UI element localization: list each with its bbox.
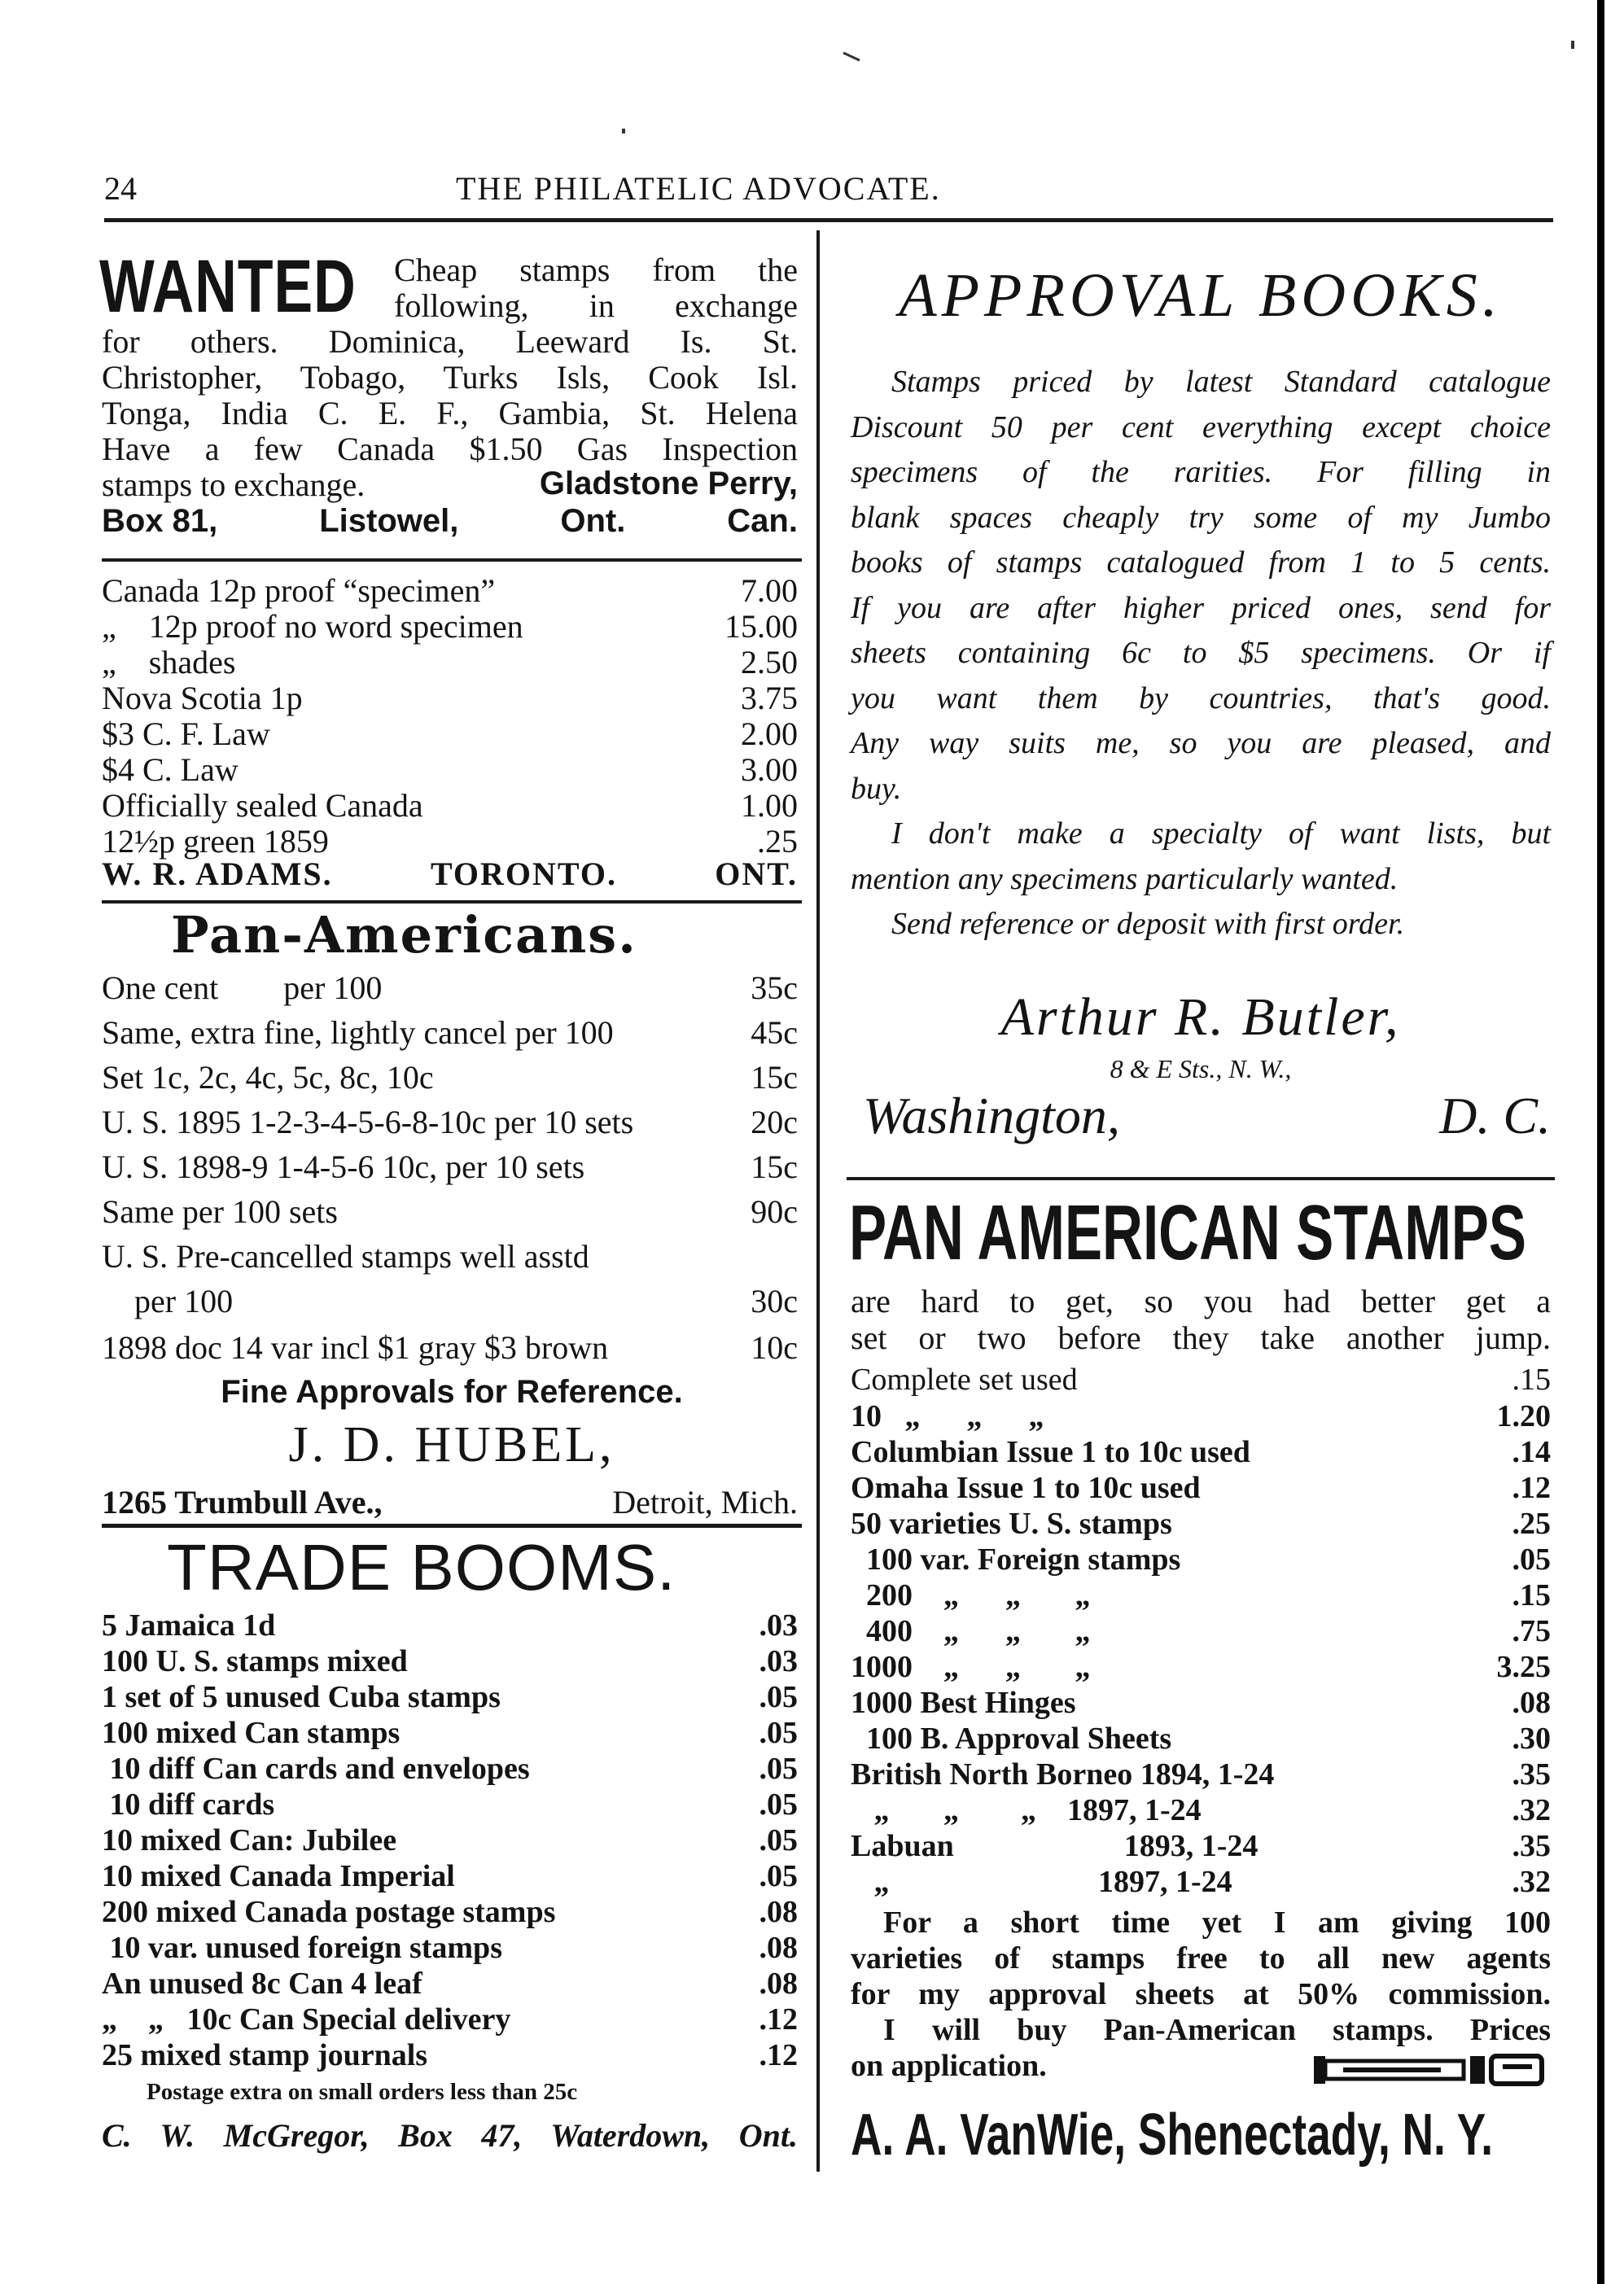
wanted-address bbox=[102, 503, 798, 540]
item-price: .05 bbox=[759, 1680, 798, 1714]
approval-line: If you are after higher priced ones, send for bbox=[851, 590, 1551, 625]
item-label: U. S. 1895 1-2-3-4-5-6-8-10c per 10 sets bbox=[102, 1104, 634, 1140]
item-label: „ shades bbox=[102, 644, 236, 680]
vanwie-item bbox=[851, 1721, 1551, 1757]
item-price: 90c bbox=[751, 1193, 798, 1230]
adams-name: W. R. ADAMS. bbox=[102, 855, 333, 892]
wanted-heading: WANTED bbox=[99, 245, 357, 328]
divider-wanted bbox=[102, 558, 802, 562]
hubel-item bbox=[102, 1282, 798, 1320]
item-price: 3.25 bbox=[1496, 1650, 1551, 1684]
wanted-body-1: for others. Dominica, Leeward Is. St. bbox=[102, 323, 798, 360]
trade-item bbox=[102, 1608, 798, 1643]
vanwie-item bbox=[851, 1542, 1551, 1577]
vanwie-advertiser: A. A. VanWie, Shenectady, N. Y. bbox=[851, 2102, 1494, 2168]
item-label: „ 12p proof no word specimen bbox=[102, 608, 523, 645]
divider-approval bbox=[847, 1177, 1555, 1180]
item-label: 200 mixed Canada postage stamps bbox=[102, 1895, 556, 1929]
item-label: „ „ „ 1897, 1-24 bbox=[851, 1793, 1202, 1827]
offer-line: on application. bbox=[851, 2049, 1047, 2083]
vanwie-item bbox=[851, 1613, 1551, 1649]
trade-item bbox=[102, 1858, 798, 1894]
item-price: 1.00 bbox=[741, 787, 798, 824]
vanwie-item bbox=[851, 1362, 1551, 1398]
vanwie-item bbox=[851, 1864, 1551, 1900]
header-rule bbox=[104, 218, 1553, 222]
item-label: $3 C. F. Law bbox=[102, 715, 270, 752]
item-label: 10 var. unused foreign stamps bbox=[102, 1931, 502, 1965]
item-price: .08 bbox=[759, 1931, 798, 1965]
item-label: Canada 12p proof “specimen” bbox=[102, 572, 496, 609]
approval-line: Any way suits me, so you are pleased, and bbox=[851, 726, 1551, 760]
item-price: 30c bbox=[751, 1283, 798, 1319]
item-label: 1898 doc 14 var incl $1 gray $3 brown bbox=[102, 1329, 609, 1366]
offer-line: varieties of stamps free to all new agents bbox=[851, 1941, 1551, 1976]
item-price: 1.20 bbox=[1496, 1399, 1551, 1433]
wanted-address-country: Can. bbox=[727, 503, 798, 539]
adams-item bbox=[102, 607, 798, 645]
item-label: „ „ 10c Can Special delivery bbox=[102, 2002, 511, 2037]
item-price: .05 bbox=[759, 1716, 798, 1750]
item-label: 12½p green 1859 bbox=[102, 823, 329, 860]
item-price: 15.00 bbox=[724, 608, 798, 645]
item-price: 10c bbox=[751, 1329, 798, 1366]
item-price: .05 bbox=[759, 1823, 798, 1857]
item-label: 25 mixed stamp journals bbox=[102, 2038, 428, 2072]
item-price: 45c bbox=[751, 1014, 798, 1051]
item-price: .12 bbox=[759, 2038, 798, 2072]
page-title: THE PHILATELIC ADVOCATE. bbox=[456, 170, 941, 207]
item-label: Same, extra fine, lightly cancel per 100 bbox=[102, 1014, 614, 1051]
item-price: .35 bbox=[1512, 1757, 1551, 1792]
pan-americans-heading: Pan-Americans. bbox=[171, 905, 637, 965]
hubel-advertiser: J. D. HUBEL, bbox=[288, 1417, 615, 1472]
wanted-body-3: Tonga, India C. E. F., Gambia, St. Helena bbox=[102, 395, 798, 431]
hubel-item bbox=[102, 1103, 798, 1141]
item-label: „ 1897, 1-24 bbox=[851, 1865, 1232, 1899]
trade-item bbox=[102, 2037, 798, 2073]
adams-item bbox=[102, 679, 798, 717]
approval-books-heading: APPROVAL BOOKS. bbox=[899, 261, 1503, 330]
item-label: Omaha Issue 1 to 10c used bbox=[851, 1471, 1201, 1505]
item-label: 100 B. Approval Sheets bbox=[851, 1722, 1172, 1756]
approval-line: books of stamps catalogued from 1 to 5 cents. bbox=[851, 545, 1551, 580]
adams-province: ONT. bbox=[715, 855, 798, 892]
adams-item bbox=[102, 786, 798, 825]
hubel-tagline: Fine Approvals for Reference. bbox=[221, 1374, 683, 1410]
vanwie-item bbox=[851, 1434, 1551, 1470]
item-label: Complete set used bbox=[851, 1363, 1078, 1397]
item-label: Set 1c, 2c, 4c, 5c, 8c, 10c bbox=[102, 1059, 434, 1096]
trade-item bbox=[102, 1787, 798, 1822]
butler-state: D. C. bbox=[1439, 1087, 1551, 1144]
butler-street: 8 & E Sts., N. W., bbox=[1110, 1054, 1292, 1083]
offer-line: I will buy Pan-American stamps. Prices bbox=[883, 2013, 1551, 2047]
scan-edge-bar bbox=[1597, 0, 1604, 2284]
adams-item bbox=[102, 750, 798, 789]
item-label: per 100 bbox=[102, 1283, 234, 1319]
item-price: 7.00 bbox=[741, 572, 798, 609]
item-price: .14 bbox=[1512, 1435, 1551, 1469]
butler-city: Washington, bbox=[863, 1087, 1120, 1144]
item-label: 400 „ „ „ bbox=[851, 1614, 1091, 1648]
adams-footer bbox=[102, 855, 798, 893]
item-price: .35 bbox=[1512, 1829, 1551, 1863]
item-price: .05 bbox=[759, 1787, 798, 1822]
approval-line: Stamps priced by latest Standard catalogue bbox=[891, 365, 1551, 399]
trade-item bbox=[102, 2002, 798, 2037]
approval-line: blank spaces cheaply try some of my Jumbo bbox=[851, 500, 1551, 535]
approval-line: mention any specimens particularly wanted. bbox=[851, 861, 1399, 896]
column-divider bbox=[816, 230, 820, 2172]
item-label: 10 diff cards bbox=[102, 1787, 275, 1822]
vanwie-item bbox=[851, 1792, 1551, 1828]
item-price: .32 bbox=[1512, 1865, 1551, 1899]
item-label: U. S. 1898-9 1-4-5-6 10c, per 10 sets bbox=[102, 1149, 585, 1185]
hubel-item bbox=[102, 1192, 798, 1231]
item-label: 100 mixed Can stamps bbox=[102, 1716, 401, 1750]
item-label: Officially sealed Canada bbox=[102, 787, 423, 824]
item-price: 2.50 bbox=[741, 644, 798, 680]
item-price: .15 bbox=[1512, 1363, 1551, 1397]
hubel-item bbox=[102, 1328, 798, 1367]
item-label: 10 mixed Can: Jubilee bbox=[102, 1823, 397, 1857]
item-label: 10 diff Can cards and envelopes bbox=[102, 1752, 530, 1786]
item-label: 1000 „ „ „ bbox=[851, 1650, 1091, 1684]
wanted-body-2: Christopher, Tobago, Turks Isls, Cook Isl. bbox=[102, 359, 798, 396]
scan-speck bbox=[622, 129, 625, 133]
divider-adams bbox=[102, 900, 802, 904]
item-price: .75 bbox=[1512, 1614, 1551, 1648]
item-label: Columbian Issue 1 to 10c used bbox=[851, 1435, 1250, 1469]
approval-line: Send reference or deposit with first order. bbox=[891, 907, 1405, 941]
item-price: .08 bbox=[1512, 1686, 1551, 1720]
hubel-item bbox=[102, 1013, 798, 1052]
item-label: Labuan 1893, 1-24 bbox=[851, 1829, 1258, 1863]
item-label: 10 mixed Canada Imperial bbox=[102, 1859, 455, 1893]
hubel-item bbox=[102, 1148, 798, 1186]
item-label: U. S. Pre-cancelled stamps well asstd bbox=[102, 1238, 589, 1275]
item-price: 2.00 bbox=[741, 715, 798, 752]
item-label: 1000 Best Hinges bbox=[851, 1686, 1076, 1720]
approval-line: you want them by countries, that's good. bbox=[851, 680, 1551, 715]
vanwie-item bbox=[851, 1398, 1551, 1434]
vanwie-item bbox=[851, 1757, 1551, 1792]
approval-line: I don't make a specialty of want lists, but bbox=[891, 816, 1551, 851]
item-label: 100 U. S. stamps mixed bbox=[102, 1644, 408, 1678]
trade-item bbox=[102, 1751, 798, 1787]
hand-pointer-icon bbox=[1311, 2053, 1547, 2087]
item-price: .32 bbox=[1512, 1793, 1551, 1827]
trade-item bbox=[102, 1679, 798, 1715]
hubel-item bbox=[102, 1058, 798, 1096]
vanwie-item bbox=[851, 1685, 1551, 1721]
adams-item bbox=[102, 571, 798, 610]
trade-item bbox=[102, 1966, 798, 2002]
hubel-item bbox=[102, 969, 798, 1007]
wanted-address-town: Listowel, bbox=[319, 503, 459, 539]
approval-line: buy. bbox=[851, 771, 902, 806]
trade-item bbox=[102, 1643, 798, 1679]
pan-american-stamps-heading: PAN AMERICAN STAMPS bbox=[849, 1189, 1527, 1276]
hubel-street: 1265 Trumbull Ave., bbox=[102, 1484, 383, 1520]
item-price: .12 bbox=[759, 2002, 798, 2037]
vanwie-item bbox=[851, 1828, 1551, 1864]
hubel-item bbox=[102, 1237, 798, 1275]
approval-books-text bbox=[851, 360, 1551, 947]
offer-line: for my approval sheets at 50% commission. bbox=[851, 1977, 1551, 2011]
item-label: 200 „ „ „ bbox=[851, 1578, 1091, 1612]
item-price: .05 bbox=[759, 1859, 798, 1893]
item-price: .12 bbox=[1512, 1471, 1551, 1505]
item-price: 20c bbox=[751, 1104, 798, 1140]
trade-note: Postage extra on small orders less than 25c bbox=[147, 2079, 578, 2105]
trade-signature: C. W. McGregor, Box 47, Waterdown, Ont. bbox=[102, 2117, 798, 2154]
item-label: An unused 8c Can 4 leaf bbox=[102, 1967, 422, 2001]
item-label: Nova Scotia 1p bbox=[102, 680, 303, 716]
item-label: 5 Jamaica 1d bbox=[102, 1608, 276, 1643]
adams-city: TORONTO. bbox=[430, 855, 617, 892]
wanted-body-4: Have a few Canada $1.50 Gas Inspection bbox=[102, 431, 798, 467]
wanted-intro-1: Cheap stamps from the bbox=[394, 252, 798, 288]
scan-speck bbox=[1571, 41, 1574, 49]
trade-item bbox=[102, 1715, 798, 1751]
trade-item bbox=[102, 1930, 798, 1966]
item-price: .25 bbox=[1512, 1507, 1551, 1541]
approval-line: sheets containing 6c to $5 specimens. Or if bbox=[851, 636, 1551, 670]
item-label: $4 C. Law bbox=[102, 751, 239, 788]
approval-line: Discount 50 per cent everything except choice bbox=[851, 409, 1551, 444]
item-price: .05 bbox=[759, 1752, 798, 1786]
item-price: .30 bbox=[1512, 1722, 1551, 1756]
item-price: .15 bbox=[1512, 1578, 1551, 1612]
divider-hubel bbox=[102, 1524, 802, 1528]
approval-line: specimens of the rarities. For filling in bbox=[851, 455, 1551, 489]
page-number: 24 bbox=[104, 170, 137, 207]
item-price: 3.00 bbox=[741, 751, 798, 788]
item-price: 15c bbox=[751, 1149, 798, 1185]
item-label: Same per 100 sets bbox=[102, 1193, 338, 1230]
vanwie-item bbox=[851, 1506, 1551, 1542]
wanted-address-province: Ont. bbox=[560, 503, 626, 539]
trade-item bbox=[102, 1822, 798, 1858]
item-label: British North Borneo 1894, 1-24 bbox=[851, 1757, 1275, 1792]
item-price: .05 bbox=[1512, 1542, 1551, 1577]
adams-item bbox=[102, 715, 798, 753]
wanted-address-box: Box 81, bbox=[102, 503, 218, 539]
vanwie-item bbox=[851, 1649, 1551, 1685]
item-price: .08 bbox=[759, 1895, 798, 1929]
vanwie-intro-1: are hard to get, so you had better get a bbox=[851, 1283, 1551, 1319]
item-price: 15c bbox=[751, 1059, 798, 1096]
item-label: 100 var. Foreign stamps bbox=[851, 1542, 1181, 1577]
wanted-body-5: stamps to exchange. bbox=[102, 466, 366, 503]
vanwie-item bbox=[851, 1577, 1551, 1613]
wanted-advertiser-name: Gladstone Perry, bbox=[539, 466, 798, 501]
vanwie-item bbox=[851, 1470, 1551, 1506]
item-price: 35c bbox=[751, 969, 798, 1006]
item-label: 50 varieties U. S. stamps bbox=[851, 1507, 1172, 1541]
item-label: 10 „ „ „ bbox=[851, 1399, 1044, 1433]
vanwie-intro-2: set or two before they take another jump. bbox=[851, 1319, 1551, 1356]
wanted-intro-2: following, in exchange bbox=[394, 287, 798, 324]
trade-booms-heading: TRADE BOOMS. bbox=[167, 1531, 676, 1604]
hubel-address bbox=[102, 1483, 798, 1521]
item-price: .03 bbox=[759, 1608, 798, 1643]
item-label: 1 set of 5 unused Cuba stamps bbox=[102, 1680, 501, 1714]
item-price: 3.75 bbox=[741, 680, 798, 716]
offer-line: For a short time yet I am giving 100 bbox=[883, 1906, 1551, 1940]
item-label: One cent per 100 bbox=[102, 969, 383, 1006]
adams-item bbox=[102, 643, 798, 681]
hubel-city: Detroit, Mich. bbox=[612, 1484, 798, 1520]
trade-item bbox=[102, 1894, 798, 1930]
item-price: .08 bbox=[759, 1967, 798, 2001]
item-price: .03 bbox=[759, 1644, 798, 1678]
butler-advertiser: Arthur R. Butler, bbox=[1000, 987, 1401, 1047]
scan-speck bbox=[843, 51, 860, 61]
item-price: .25 bbox=[757, 823, 798, 860]
